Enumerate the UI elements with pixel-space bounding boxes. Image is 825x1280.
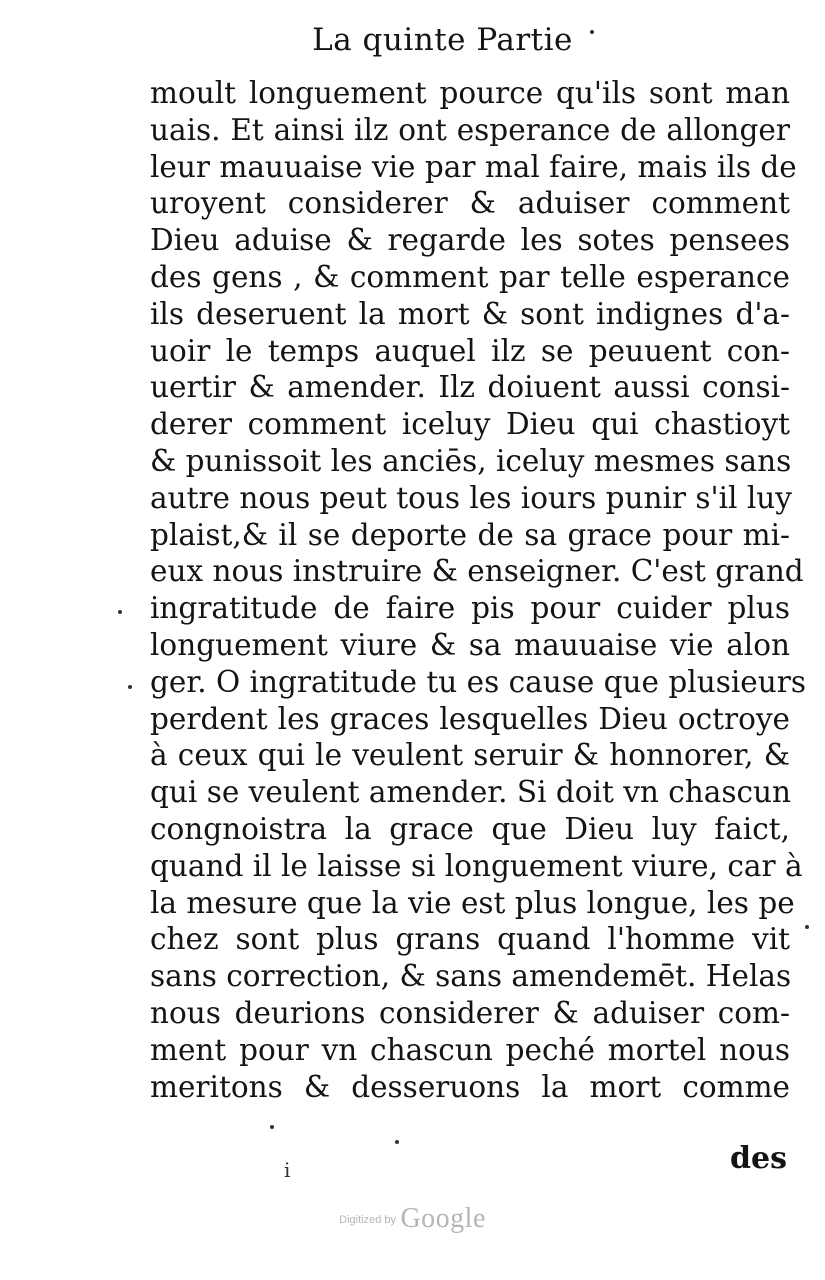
- ink-speck: [395, 1140, 399, 1144]
- google-logo: Google: [400, 1203, 486, 1234]
- text-line: uais. Et ainsi ilz ont esperance de allonger: [150, 112, 790, 147]
- digitization-watermark: [0, 1203, 825, 1235]
- ink-speck: [590, 30, 594, 34]
- running-head: La quinte Partie: [312, 22, 573, 58]
- stray-ink-mark: i: [284, 1158, 291, 1182]
- text-line: quand il le laisse si longuement viure, car à: [150, 848, 803, 883]
- text-line: la mesure que la vie est plus longue, les pe: [150, 885, 795, 920]
- text-line: Dieu aduise & regarde les sotes pensees: [150, 223, 790, 258]
- text-line: des gens , & comment par telle esperance: [150, 259, 790, 294]
- text-line: meritons & desseruons la mort comme: [150, 1069, 790, 1104]
- text-line: ingratitude de faire pis pour cuider plus: [150, 591, 790, 626]
- catchword: des: [730, 1141, 787, 1176]
- text-line: nous deurions considerer & aduiser com-: [150, 995, 790, 1030]
- text-line: moult longuement pource qu'ils sont man: [150, 76, 790, 110]
- text-line: plaist,& il se deporte de sa grace pour mi-: [150, 517, 790, 552]
- text-line: autre nous peut tous les iours punir s'il luy: [150, 480, 792, 515]
- text-line: ger. O ingratitude tu es cause que plusieurs: [150, 664, 806, 699]
- text-line: leur mauuaise vie par mal faire, mais ils de: [150, 149, 797, 184]
- ink-speck: [805, 925, 809, 929]
- text-line: eux nous instruire & enseigner. C'est grand: [150, 554, 804, 589]
- text-line: sans correction, & sans amendemēt. Helas: [150, 959, 792, 994]
- ink-speck: [118, 610, 122, 614]
- body-text: [150, 75, 806, 1105]
- text-line: uroyent considerer & aduiser comment: [150, 186, 790, 221]
- text-line: qui se veulent amender. Si doit vn chascun: [150, 775, 792, 810]
- text-line: chez sont plus grans quand l'homme vit: [150, 922, 790, 957]
- text-line: longuement viure & sa mauuaise vie alon: [150, 627, 790, 662]
- watermark-prefix: Digitized by: [339, 1214, 396, 1226]
- text-line: uoir le temps auquel ilz se peuuent con-: [150, 333, 790, 368]
- ink-speck: [270, 1125, 274, 1129]
- text-line: & punissoit les anciēs, iceluy mesmes sans: [150, 443, 792, 478]
- text-line: à ceux qui le veulent seruir & honnorer, &: [150, 738, 790, 773]
- text-line: perdent les graces lesquelles Dieu octroye: [150, 701, 790, 736]
- text-line: uertir & amender. Ilz doiuent aussi consi-: [150, 370, 790, 405]
- text-line: derer comment iceluy Dieu qui chastioyt: [150, 407, 790, 442]
- text-line: ils deseruent la mort & sont indignes d'a-: [150, 296, 790, 331]
- text-line: ment pour vn chascun peché mortel nous: [150, 1032, 790, 1067]
- text-line: congnoistra la grace que Dieu luy faict,: [150, 811, 790, 846]
- ink-speck: [128, 685, 132, 689]
